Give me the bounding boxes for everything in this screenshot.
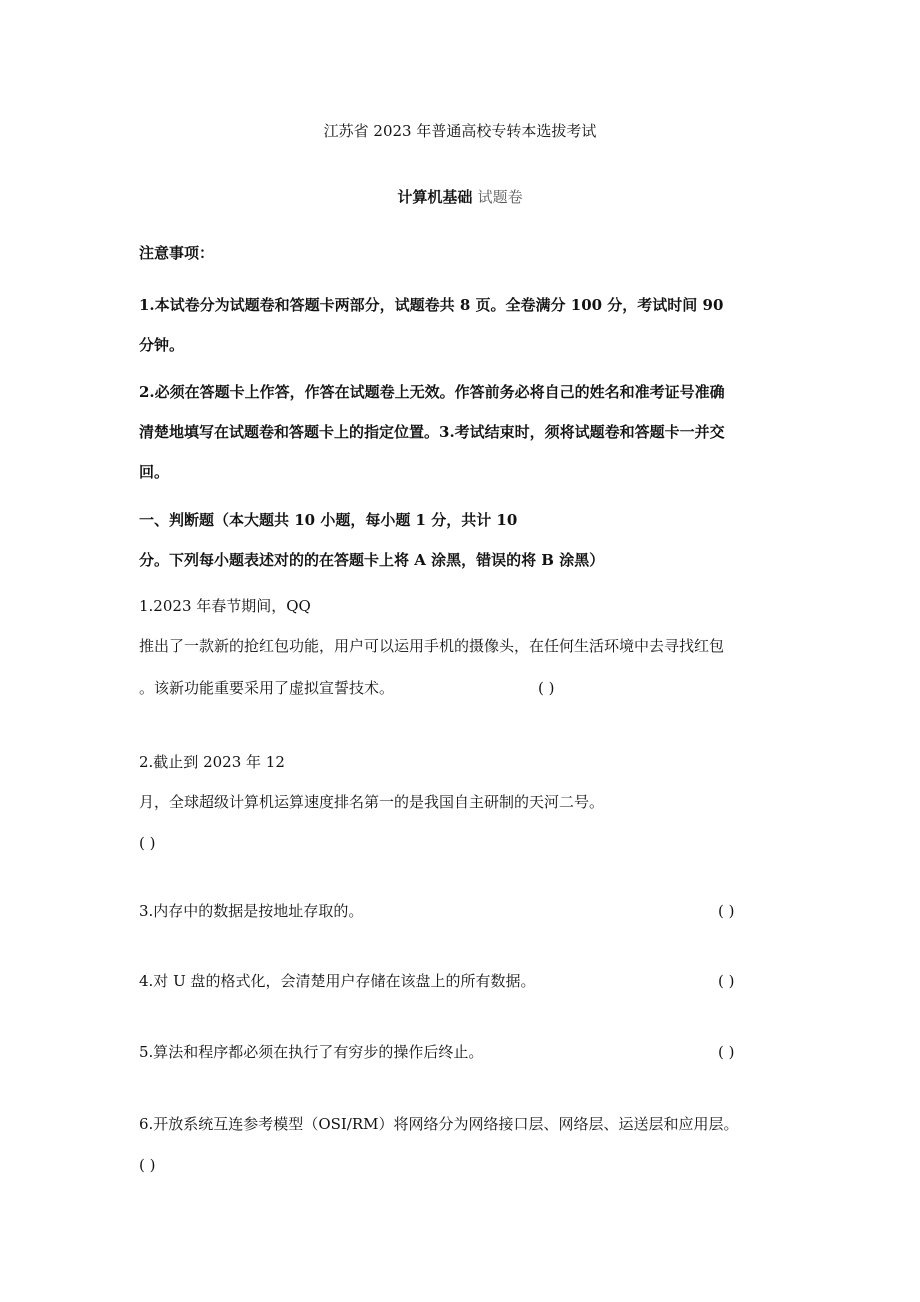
question-3: 3.内存中的数据是按地址存取的。	[139, 902, 364, 920]
question-2-line: 月，全球超级计算机运算速度排名第一的是我国自主研制的天河二号。	[139, 793, 605, 811]
document-subtitle	[0, 187, 920, 207]
answer-blank: ( )	[538, 679, 555, 697]
note-line: 2.必须在答题卡上作答，作答在试题卷上无效。作答前务必将自己的姓名和准考证号准确	[139, 383, 725, 401]
question-1-line: 推出了一款新的抢红包功能，用户可以运用手机的摄像头，在任何生活环境中去寻找红包	[139, 637, 725, 655]
section-heading: 一、判断题（本大题共 10 小题，每小题 1 分，共计 10	[139, 511, 518, 529]
note-line: 回。	[139, 463, 170, 481]
subtitle-suffix: 试题卷	[477, 188, 523, 206]
question-6: 6.开放系统互连参考模型（OSI/RM）将网络分为网络接口层、网络层、运送层和应用层。	[139, 1115, 739, 1133]
answer-blank: ( )	[718, 1043, 735, 1061]
question-5: 5.算法和程序都必须在执行了有穷步的操作后终止。	[139, 1043, 484, 1061]
note-line: 分钟。	[139, 336, 185, 354]
notes-heading: 注意事项：	[139, 244, 215, 262]
question-2-line: 2.截止到 2023 年 12	[139, 753, 285, 771]
note-line: 1.本试卷分为试题卷和答题卡两部分，试题卷共 8 页。全卷满分 100 分，考试时间 90	[139, 296, 724, 314]
question-1-line: 1.2023 年春节期间，QQ	[139, 597, 311, 615]
note-line: 清楚地填写在试题卷和答题卡上的指定位置。3.考试结束时，须将试题卷和答题卡一并交	[139, 423, 725, 441]
answer-blank: ( )	[139, 1156, 156, 1174]
subject-name: 计算机基础	[397, 188, 473, 206]
document-title: 江苏省 2023 年普通高校专转本选拔考试	[323, 122, 597, 140]
answer-blank: ( )	[139, 834, 156, 852]
answer-blank: ( )	[718, 902, 735, 920]
question-1-line: 。该新功能重要采用了虚拟宣誓技术。	[139, 679, 395, 697]
question-4: 4.对 U 盘的格式化，会清楚用户存储在该盘上的所有数据。	[139, 972, 536, 990]
answer-blank: ( )	[718, 972, 735, 990]
section-instructions: 分。下列每小题表述对的的在答题卡上将 A 涂黑，错误的将 B 涂黑）	[139, 551, 605, 569]
